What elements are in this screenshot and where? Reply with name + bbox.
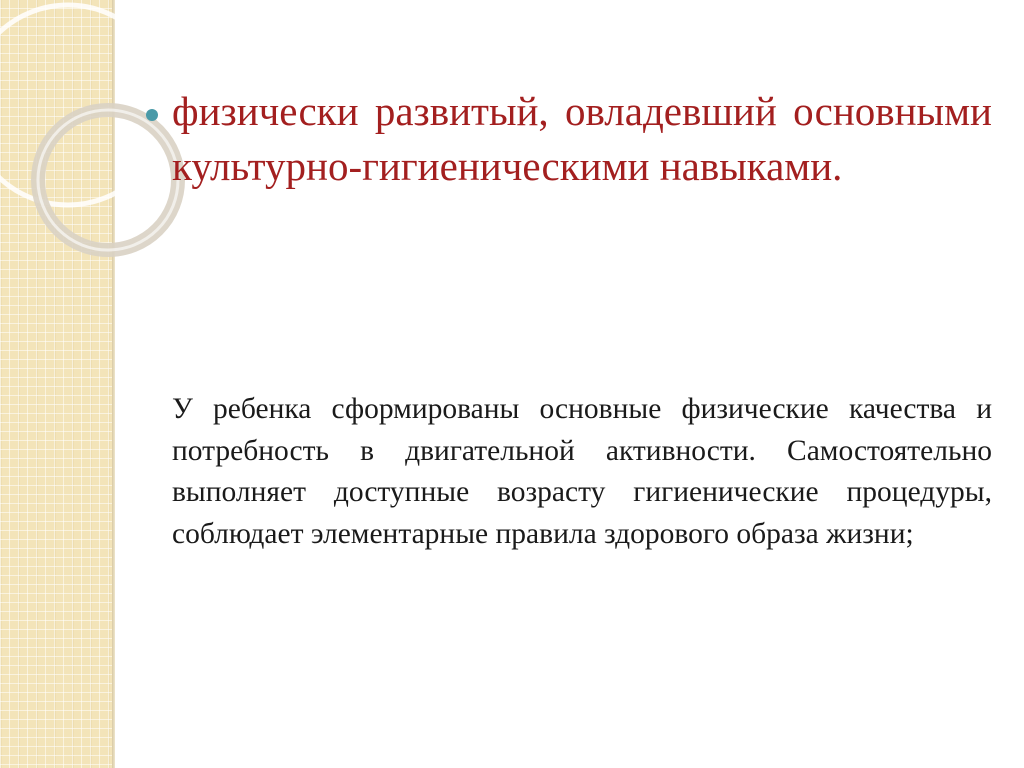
large-ring bbox=[0, 5, 168, 205]
bullet-item bbox=[146, 84, 992, 194]
bullet-dot-icon bbox=[146, 109, 158, 121]
body-paragraph: У ребенка сформированы основные физические качества и потребность в двигательной активности. Самостоятельно выполняет доступные возрасту гигиенические процедуры, соблюдает элементарные правила здорового образа жизни; bbox=[172, 393, 992, 550]
bullet-text: физически развитый, овладевший основными культурно-гигиеническими навыками. bbox=[172, 88, 992, 189]
